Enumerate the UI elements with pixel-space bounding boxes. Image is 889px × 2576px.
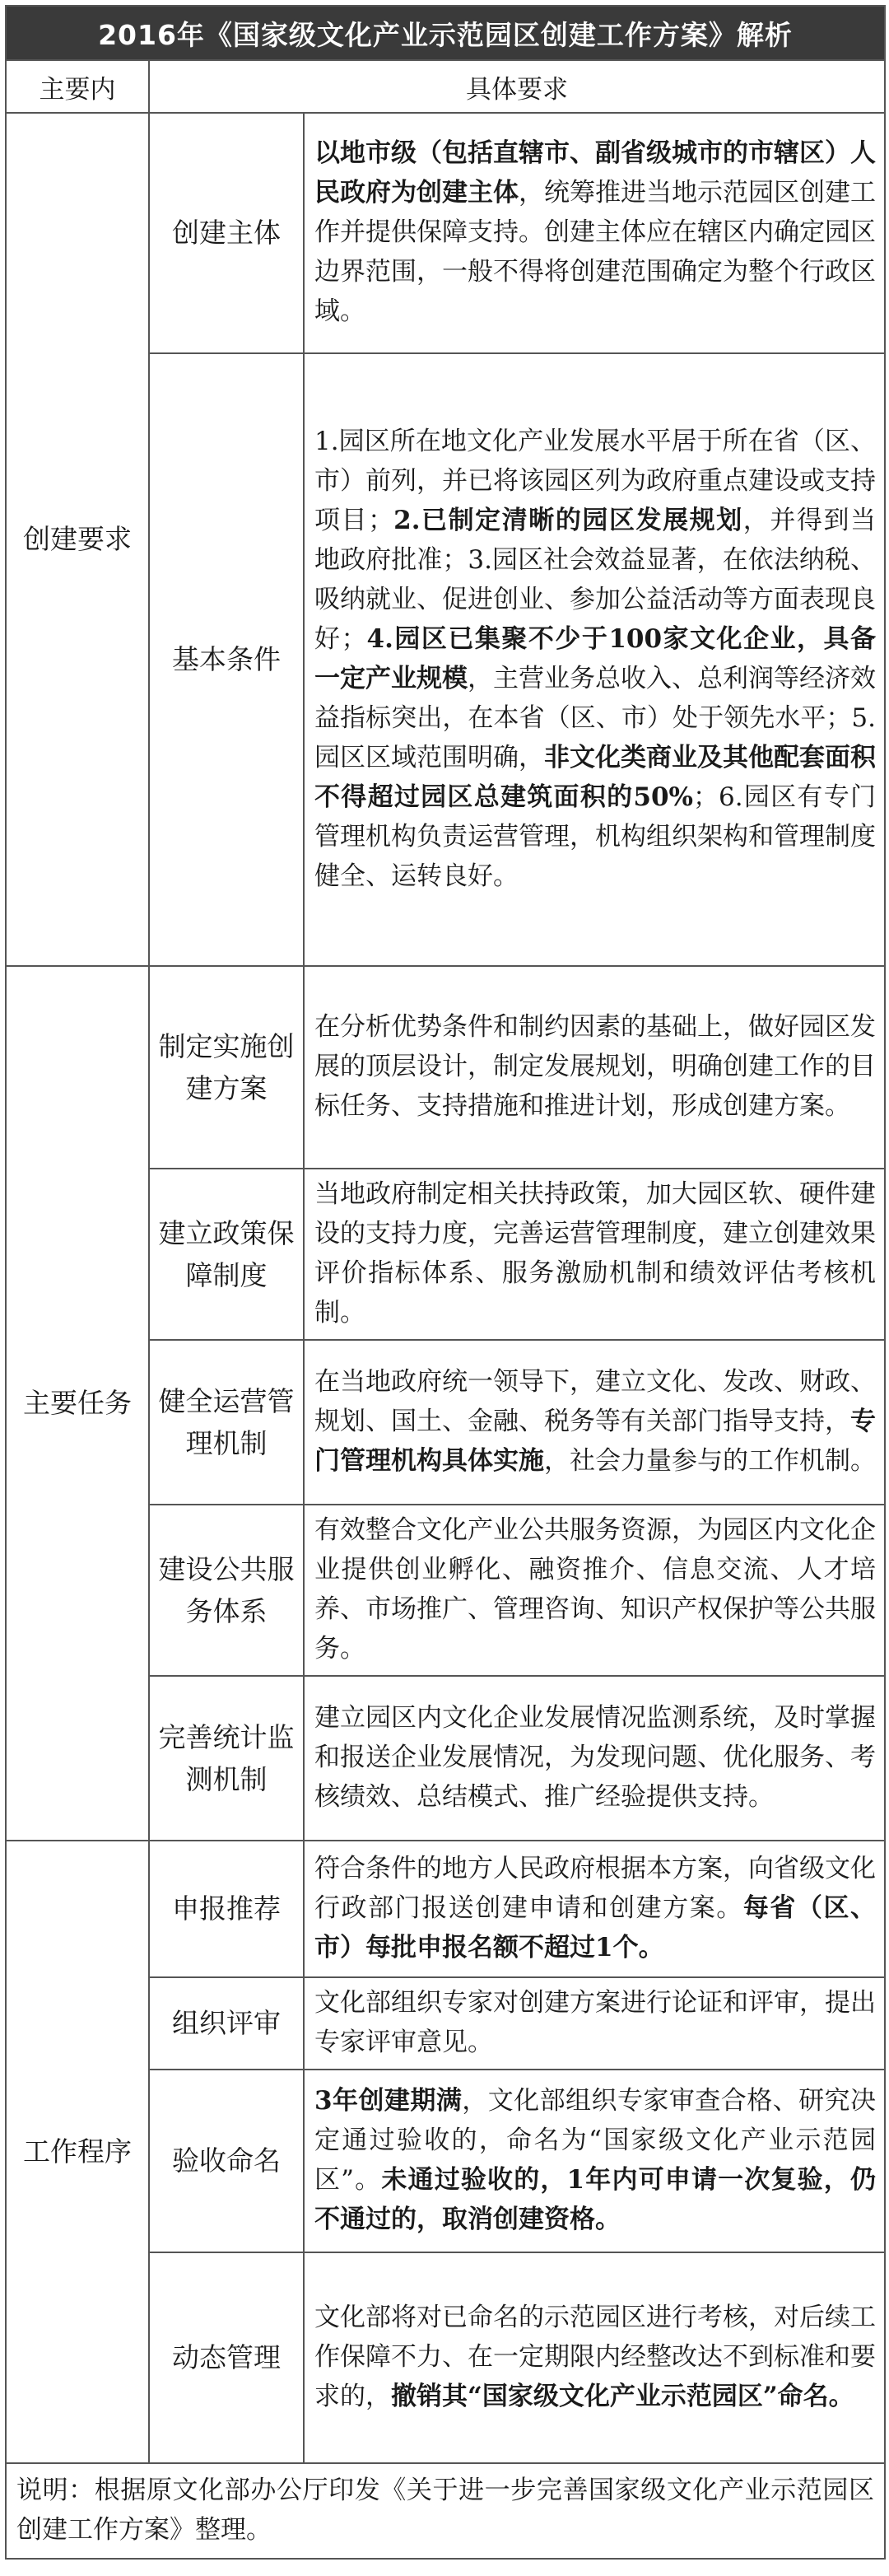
- emphasized-text: 撤销其“国家级文化产业示范园区”命名。: [391, 2382, 854, 2411]
- emphasized-text: 2.已制定清晰的园区发展规划: [393, 506, 743, 535]
- subitem-label: 建立政策保障制度: [149, 1169, 304, 1340]
- body-text: ，主营业务总收入、总利润等经济效益指标突出，在本省（区、市）处于领先水平；5.园区区域范围明确，: [314, 664, 876, 772]
- emphasized-text: 未通过验收的，1年内可申请一次复验，仍不通过的，取消创建资格。: [314, 2165, 876, 2234]
- document-title: 2016年《国家级文化产业示范园区创建工作方案》解析: [6, 6, 885, 60]
- subitem-label: 健全运营管理机制: [149, 1340, 304, 1505]
- body-text: 有效整合文化产业公共服务资源，为园区内文化企业提供创业孵化、融资推介、信息交流、人才培养、市场推广、管理咨询、知识产权保护等公共服务。: [314, 1515, 876, 1664]
- note-row: [6, 2463, 885, 2559]
- requirement-text: [304, 1841, 885, 1977]
- subitem-label: 基本条件: [149, 353, 304, 966]
- subitem-label: 创建主体: [149, 113, 304, 353]
- body-text: ，社会力量参与的工作机制。: [544, 1446, 876, 1476]
- body-text: 符合条件的地方人民政府根据本方案，向省级文化行政部门报送创建申请和创建方案。: [314, 1854, 876, 1923]
- subitem-label: 申报推荐: [149, 1841, 304, 1977]
- body-text: 文化部将对已命名的示范园区进行考核，对后续工作保障不力、在一定期限内经整改达不到标准和要求的，: [314, 2303, 876, 2411]
- requirement-text: [304, 1505, 885, 1676]
- category-cell: 主要任务: [6, 966, 149, 1841]
- requirements-table: [5, 5, 886, 2560]
- header-main-content: 主要内: [6, 60, 149, 113]
- body-text: ；6.园区有专门管理机构负责运营管理，机构组织架构和管理制度健全、运转良好。: [314, 782, 876, 891]
- body-text: 在当地政府统一领导下，建立文化、发改、财政、规划、国土、金融、税务等有关部门指导支持，: [314, 1367, 876, 1436]
- title-row: [6, 6, 885, 60]
- source-note: 说明：根据原文化部办公厅印发《关于进一步完善国家级文化产业示范园区创建工作方案》整理。: [6, 2463, 885, 2559]
- requirement-text: [304, 1169, 885, 1340]
- emphasized-text: 3年创建期满: [314, 2086, 463, 2116]
- emphasized-text: 非文化类商业及其他配套面积不得超过园区总建筑面积的50%: [314, 743, 876, 812]
- emphasized-text: 每省（区、市）每批申报名额不超过1个。: [314, 1893, 877, 1962]
- subitem-label: 验收命名: [149, 2070, 304, 2252]
- body-text: 1.园区所在地文化产业发展水平居于所在省（区、市）前列，并已将该园区列为政府重点建设或支持项目；: [314, 427, 876, 535]
- emphasized-text: 以地市级（包括直辖市、副省级城市的市辖区）人民政府为创建主体: [314, 138, 876, 208]
- subitem-label: 制定实施创建方案: [149, 966, 304, 1169]
- emphasized-text: 4.园区已集聚不少于100家文化企业，具备一定产业规模: [314, 624, 876, 693]
- body-text: 当地政府制定相关扶持政策，加大园区软、硬件建设的支持力度，完善运营管理制度，建立创建效果评价指标体系、服务激励机制和绩效评估考核机制。: [314, 1179, 876, 1328]
- body-text: 文化部组织专家对创建方案进行论证和评审，提出专家评审意见。: [314, 1988, 876, 2057]
- category-cell: 创建要求: [6, 113, 149, 966]
- requirement-text: [304, 113, 885, 353]
- requirement-text: [304, 2070, 885, 2252]
- emphasized-text: 专门管理机构具体实施: [314, 1407, 876, 1476]
- subitem-label: 组织评审: [149, 1977, 304, 2070]
- requirement-text: [304, 353, 885, 966]
- category-cell: 工作程序: [6, 1841, 149, 2463]
- table-row: [6, 113, 885, 353]
- body-text: 在分析优势条件和制约因素的基础上，做好园区发展的顶层设计，制定发展规划，明确创建工作的目标任务、支持措施和推进计划，形成创建方案。: [314, 1012, 876, 1121]
- header-specific-requirements: 具体要求: [149, 60, 885, 113]
- body-text: ，文化部组织专家审查合格、研究决定通过验收的，命名为“国家级文化产业示范园区”。: [314, 2086, 876, 2195]
- table-row: [6, 1841, 885, 1977]
- requirement-text: [304, 1676, 885, 1841]
- body-text: 建立园区内文化企业发展情况监测系统，及时掌握和报送企业发展情况，为发现问题、优化服务、考核绩效、总结模式、推广经验提供支持。: [314, 1703, 876, 1812]
- subitem-label: 完善统计监测机制: [149, 1676, 304, 1841]
- header-row: [6, 60, 885, 113]
- subitem-label: 建设公共服务体系: [149, 1505, 304, 1676]
- body-text: ，统筹推进当地示范园区创建工作并提供保障支持。创建主体应在辖区内确定园区边界范围，一般不得将创建范围确定为整个行政区域。: [314, 178, 876, 326]
- requirement-text: [304, 2252, 885, 2463]
- requirement-text: [304, 1340, 885, 1505]
- subitem-label: 动态管理: [149, 2252, 304, 2463]
- table-row: [6, 966, 885, 1169]
- body-text: ，并得到当地政府批准；3.园区社会效益显著，在依法纳税、吸纳就业、促进创业、参加公益活动等方面表现良好；: [314, 506, 877, 654]
- requirement-text: [304, 1977, 885, 2070]
- requirement-text: [304, 966, 885, 1169]
